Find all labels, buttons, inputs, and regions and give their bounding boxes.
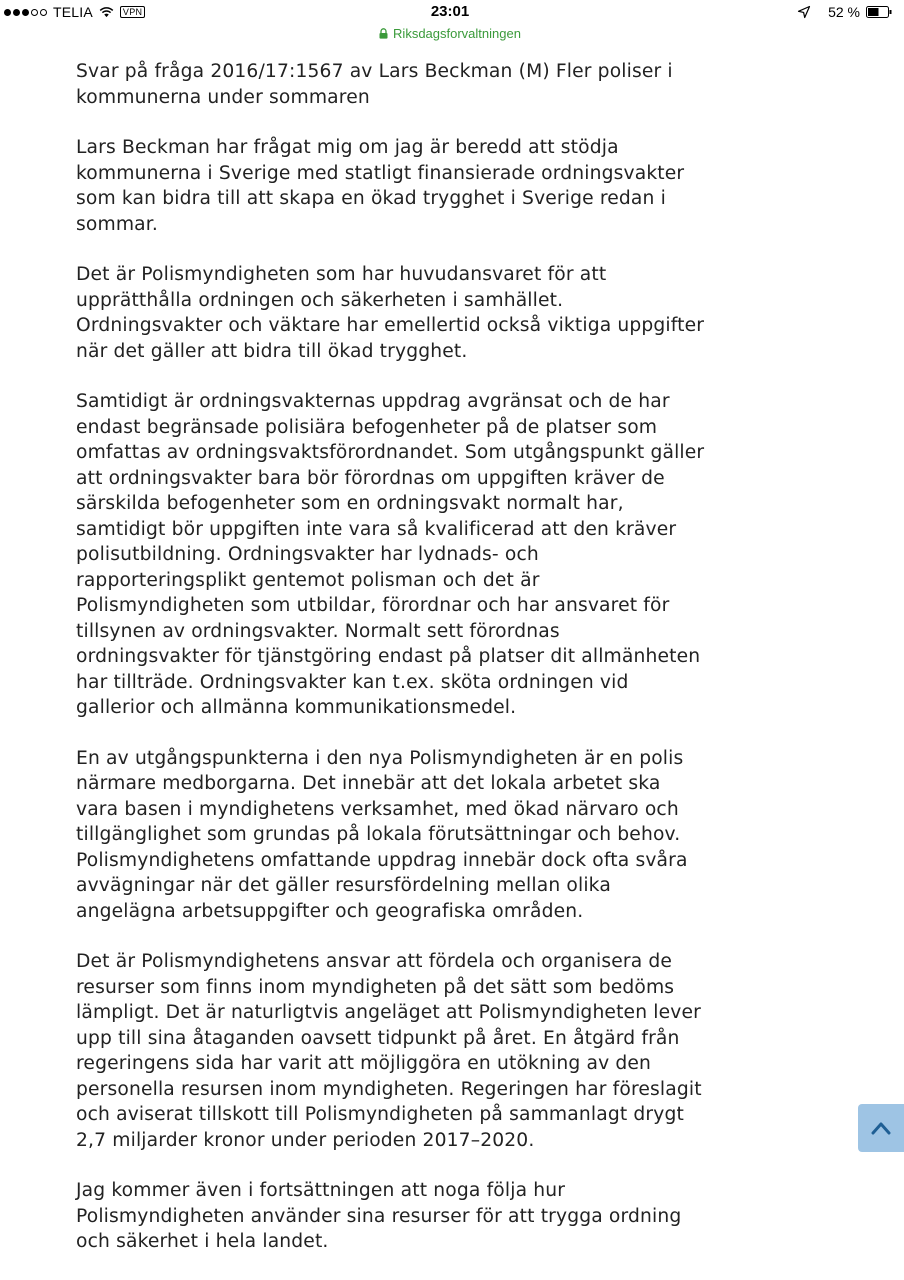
status-bar <box>0 0 900 24</box>
lock-icon <box>379 28 388 39</box>
article-paragraph: Det är Polismyndighetens ansvar att fördela och organisera de resurser som finns inom myndigheten på det sätt som bedöms lämpligt. Det är naturligtvis angeläget att Polismyndigheten lever upp till sina åtaganden oavsett tidpunkt på året. En åtgärd från regeringens sida har varit att möjliggöra en utökning av den personella resursen inom myndigheten. Regeringen har föreslagit och aviserat tillskott till Polismyndigheten på sammanlagt drygt 2,7 miljarder kronor under perioden 2017–2020. <box>76 951 702 1151</box>
question-title: Svar på fråga 2016/17:1567 av Lars Beckman (M) Fler poliser i kommunerna under sommaren <box>76 61 673 108</box>
article-paragraph: En av utgångspunkterna i den nya Polismyndigheten är en polis närmare medborgarna. Det innebär att det lokala arbetet ska vara basen i myndighetens verksamhet, med ökad närvaro och tillgänglighet som grundas på lokala förutsättningar och behov. Polismyndighetens omfattande uppdrag innebär dock ofta svåra avvägningar när det gäller resursfördelning mellan olika angelägna arbetsuppgifter och geografiska områden. <box>76 747 688 922</box>
article-paragraph: Jag kommer även i fortsättningen att noga följa hur Polismyndigheten använder sina resurser för att trygga ordning och säkerhet i hela landet. <box>76 1180 682 1252</box>
signal-strength-icon <box>4 9 47 16</box>
location-arrow-icon <box>798 6 810 18</box>
site-domain[interactable]: Riksdagsforvaltningen <box>393 25 521 41</box>
status-left <box>4 4 145 20</box>
battery-percent: 52 % <box>828 4 860 20</box>
article-paragraph: Samtidigt är ordningsvakternas uppdrag avgränsat och de har endast begränsade polisiära befogenheter på de platser som omfattas av ordningsvaktsförordnandet. Som utgångspunkt gäller att ordningsvakter bara bör förordnas om uppgiften kräver de särskilda befogenheter som en ordningsvakt normalt har, samtidigt bör uppgiften inte vara så kvalificerad att den kräver polisutbildning. Ordningsvakter har lydnads- och rapporteringsplikt gentemot polisman och det är Polismyndigheten som utbildar, förordnar och har ansvaret för tillsynen av ordningsvakter. Normalt sett förordnas ordningsvakter för tjänstgöring endast på platser dit allmänheten har tillträde. Ordningsvakter kan t.ex. sköta ordningen vid gallerior och allmänna kommunikationsmedel. <box>76 391 705 718</box>
vpn-badge: VPN <box>120 6 145 18</box>
carrier-name: TELIA <box>53 4 93 20</box>
article-paragraph: Det är Polismyndigheten som har huvudansvaret för att upprätthålla ordningen och säkerheten i samhället. Ordningsvakter och väktare har emellertid också viktiga uppgifter när det gäller att bidra till ökad trygghet. <box>76 264 705 362</box>
article-paragraph: Lars Beckman har frågat mig om jag är beredd att stödja kommunerna i Sverige med statligt finansierade ordningsvakter som kan bidra till att skapa en ökad trygghet i Sverige redan i sommar. <box>76 137 685 235</box>
battery-icon <box>866 6 892 18</box>
article-body <box>76 59 706 1280</box>
chevron-up-icon <box>871 1121 891 1135</box>
url-bar[interactable] <box>0 22 900 44</box>
clock: 23:01 <box>430 3 470 20</box>
wifi-icon <box>99 6 114 18</box>
scroll-to-top-button[interactable] <box>858 1104 904 1152</box>
status-right <box>798 4 892 20</box>
